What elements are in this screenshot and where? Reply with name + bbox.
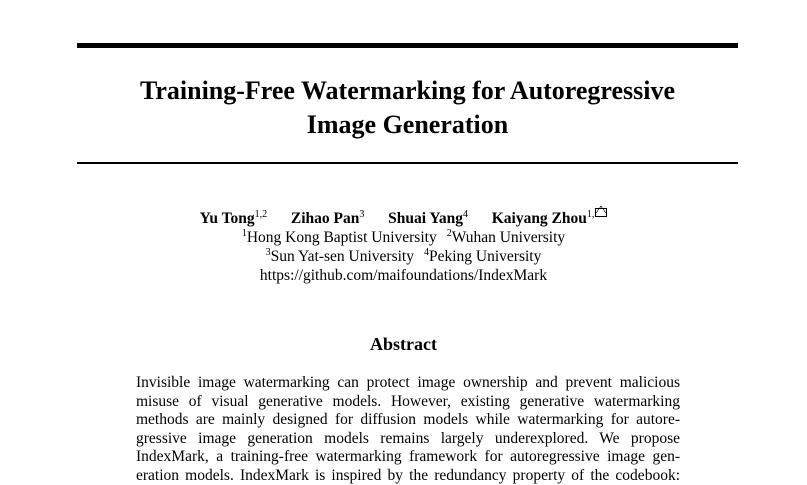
abstract-line: IndexMark, a training-free watermarking framework for autoregressive image gen- [136,448,680,465]
affiliation-sup: 3 [265,246,271,258]
paper-title [77,74,738,142]
abstract-line: eration models. IndexMark is inspired by the redundancy property of the codebook: [136,466,680,484]
project-url-link[interactable]: https://github.com/maifoundations/IndexMark [259,267,548,284]
author-affil-sup: 1, [586,208,595,220]
affiliation-sup: 2 [446,227,452,239]
abstract-heading: Abstract [370,334,437,354]
author-list [0,208,807,228]
author-affil-sup: 4 [462,208,468,220]
affiliation-name: Peking University [429,248,542,265]
abstract-line: methods are mainly designed for diffusion models while watermarking for autore- [136,411,680,428]
abstract-line: gressive image generation models remains largely underexplored. We propose [136,429,680,447]
author-name: Yu Tong [199,210,255,227]
envelope-icon [595,208,607,217]
author-block [0,208,807,285]
author-affil-sup: 3 [359,208,365,220]
title-line-1: Training-Free Watermarking for Autoregressive [139,76,676,105]
title-bottom-rule [77,162,738,164]
top-rule [77,43,738,48]
affiliation-sup: 1 [241,227,247,239]
author-name: Shuai Yang [388,210,463,227]
abstract-body [136,374,680,485]
abstract-line: Invisible image watermarking can protect image ownership and prevent malicious [136,374,680,391]
affiliation-name: Wuhan University [451,229,566,246]
title-line-2: Image Generation [306,110,509,139]
affiliation-line-1 [0,228,807,247]
author-name: Zihao Pan [290,210,360,227]
affiliation-line-2 [0,247,807,266]
affiliation-sup: 4 [424,246,429,258]
abstract-line: misuse of visual generative models. However, existing generative watermarking [136,392,680,410]
affiliation-name: Hong Kong Baptist University [246,229,437,246]
author-affil-sup: 1,2 [254,208,268,220]
affiliation-name: Sun Yat-sen University [270,248,414,265]
author-name: Kaiyang Zhou [491,210,587,227]
